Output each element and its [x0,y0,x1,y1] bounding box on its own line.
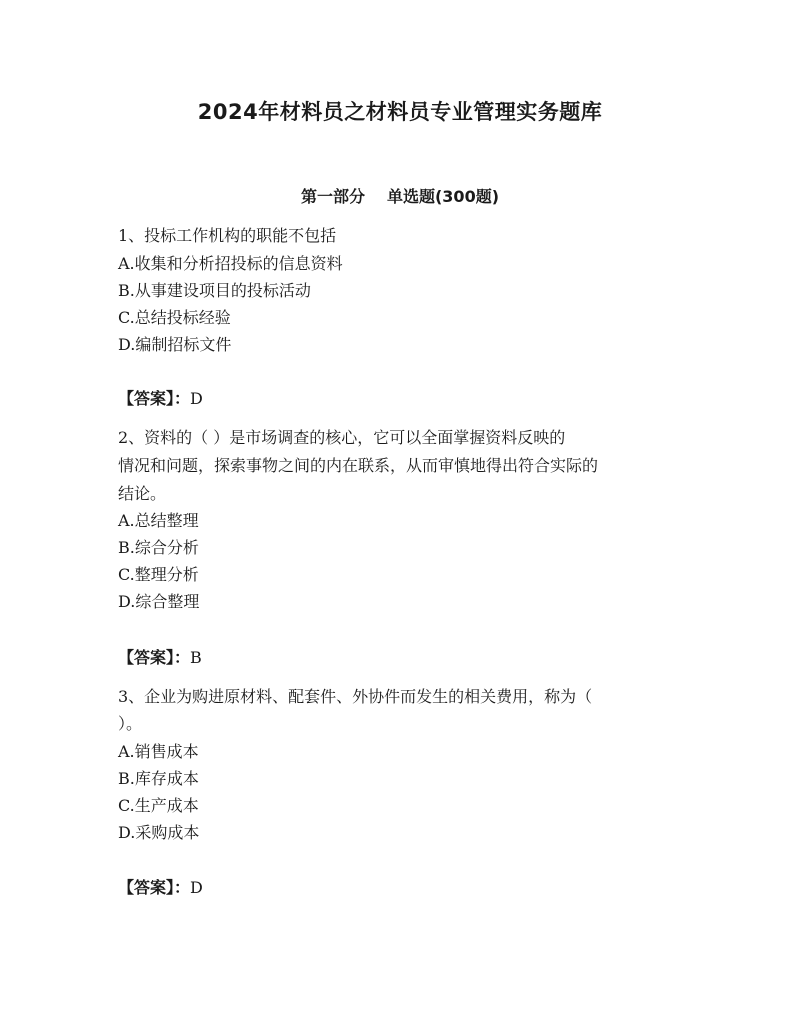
question-stem-line: 1、投标工作机构的职能不包括 [118,226,337,245]
answer-label: 【答案】： [118,878,191,897]
option-d: D.采购成本 [118,823,200,842]
option-a: A.销售成本 [118,742,199,761]
option-b: B.综合分析 [118,538,199,557]
answer-value: D [190,389,203,408]
option-c: C.生产成本 [118,796,199,815]
option-a: A.总结整理 [118,511,199,530]
question-stem-line: 2、资料的（ ）是市场调查的核心，它可以全面掌握资料反映的 [118,428,566,447]
question-stem-line: 3、企业为购进原材料、配套件、外协件而发生的相关费用，称为（ [118,687,593,706]
answer-line [118,648,202,668]
document-title: 2024年材料员之材料员专业管理实务题库 [197,100,603,124]
option-c: C.总结投标经验 [118,308,231,327]
option-d: D.综合整理 [118,592,200,611]
answer-label: 【答案】： [118,648,191,667]
section-heading [0,184,800,207]
section-part: 第一部分 [300,187,365,206]
option-d: D.编制招标文件 [118,335,232,354]
answer-line [118,389,203,409]
section-name: 单选题(300题) [386,187,500,206]
answer-label: 【答案】： [118,389,191,408]
answer-value: D [190,878,203,897]
option-a: A.收集和分析招投标的信息资料 [118,254,343,273]
option-b: B.库存成本 [118,769,199,788]
answer-line [118,878,203,898]
question-stem-line: ）。 [118,714,143,733]
answer-value: B [190,648,202,667]
question-stem-line: 结论。 [118,484,167,503]
option-c: C.整理分析 [118,565,199,584]
question-stem-line: 情况和问题，探索事物之间的内在联系，从而审慎地得出符合实际的 [118,456,599,475]
option-b: B.从事建设项目的投标活动 [118,281,311,300]
